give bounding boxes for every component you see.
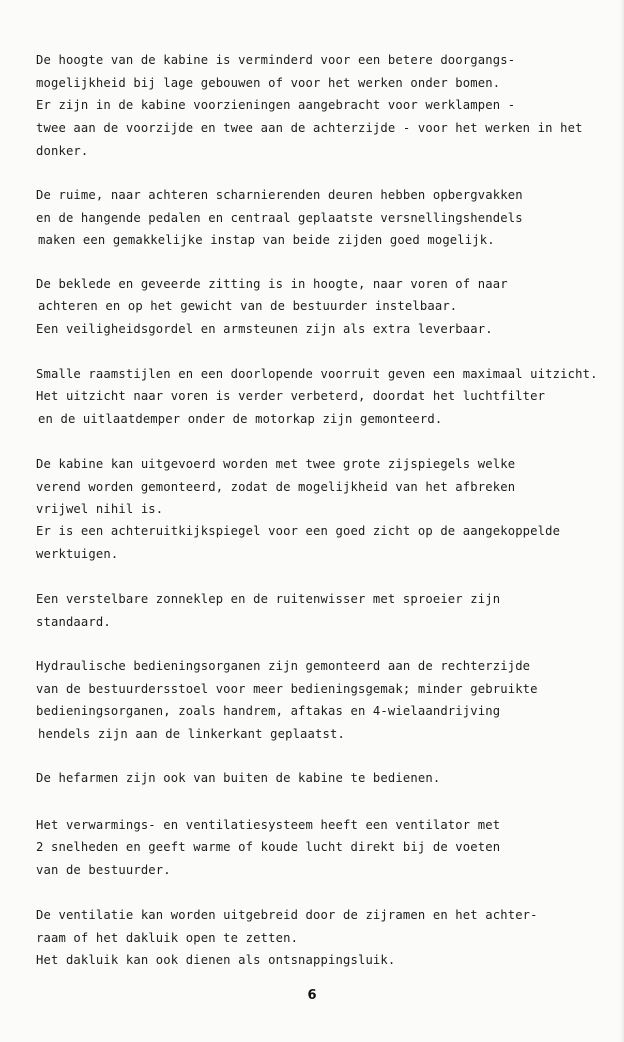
text-line: Smalle raamstijlen en een doorlopende voorruit geven een maximaal uitzicht. [36, 367, 598, 381]
text-line: Een veiligheidsgordel en armsteunen zijn als extra leverbaar. [36, 322, 493, 336]
text-line: Hydraulische bedieningsorganen zijn gemonteerd aan de rechterzijde [36, 659, 531, 673]
page-edge-shadow [620, 0, 624, 1042]
text-line: donker. [36, 144, 89, 158]
text-line: De hefarmen zijn ook van buiten de kabine te bedienen. [36, 771, 441, 785]
text-line: De ventilatie kan worden uitgebreid door de zijramen en het achter- [36, 908, 538, 922]
text-line: Er zijn in de kabine voorzieningen aangebracht voor werklampen - [36, 98, 516, 112]
text-line: standaard. [36, 615, 111, 629]
text-line: van de bestuurdersstoel voor meer bedieningsgemak; minder gebruikte [36, 682, 538, 696]
text-line: De kabine kan uitgevoerd worden met twee grote zijspiegels welke [36, 457, 516, 471]
text-line: maken een gemakkelijke instap van beide zijden goed mogelijk. [38, 233, 495, 247]
text-line: De ruime, naar achteren scharnierenden deuren hebben opbergvakken [36, 188, 523, 202]
text-line: vrijwel nihil is. [36, 502, 164, 516]
text-line: en de hangende pedalen en centraal geplaatste versnellingshendels [36, 211, 523, 225]
text-line: Het uitzicht naar voren is verder verbeterd, doordat het luchtfilter [36, 389, 546, 403]
text-line: hendels zijn aan de linkerkant geplaatst. [38, 727, 345, 741]
text-line: 2 snelheden en geeft warme of koude lucht direkt bij de voeten [36, 840, 501, 854]
text-line: De beklede en geveerde zitting is in hoogte, naar voren of naar [36, 277, 508, 291]
text-line: Het verwarmings- en ventilatiesysteem heeft een ventilator met [36, 818, 501, 832]
text-line: De hoogte van de kabine is verminderd voor een betere doorgangs- [36, 53, 516, 67]
text-line: werktuigen. [36, 547, 119, 561]
text-line: Een verstelbare zonneklep en de ruitenwisser met sproeier zijn [36, 592, 501, 606]
text-line: bedieningsorganen, zoals handrem, aftakas en 4-wielaandrijving [36, 704, 501, 718]
text-line: Er is een achteruitkijkspiegel voor een goed zicht op de aangekoppelde [36, 524, 561, 538]
page-number: 6 [307, 988, 317, 1003]
text-line: twee aan de voorzijde en twee aan de achterzijde - voor het werken in het [36, 121, 583, 135]
text-line: Het dakluik kan ook dienen als ontsnappingsluik. [36, 953, 396, 967]
text-line: achteren en op het gewicht van de bestuurder instelbaar. [38, 299, 458, 313]
text-line: mogelijkheid bij lage gebouwen of voor het werken onder bomen. [36, 76, 501, 90]
text-line: raam of het dakluik open te zetten. [36, 931, 299, 945]
text-line: en de uitlaatdemper onder de motorkap zijn gemonteerd. [38, 412, 443, 426]
text-line: van de bestuurder. [36, 863, 171, 877]
text-line: verend worden gemonteerd, zodat de mogelijkheid van het afbreken [36, 480, 516, 494]
